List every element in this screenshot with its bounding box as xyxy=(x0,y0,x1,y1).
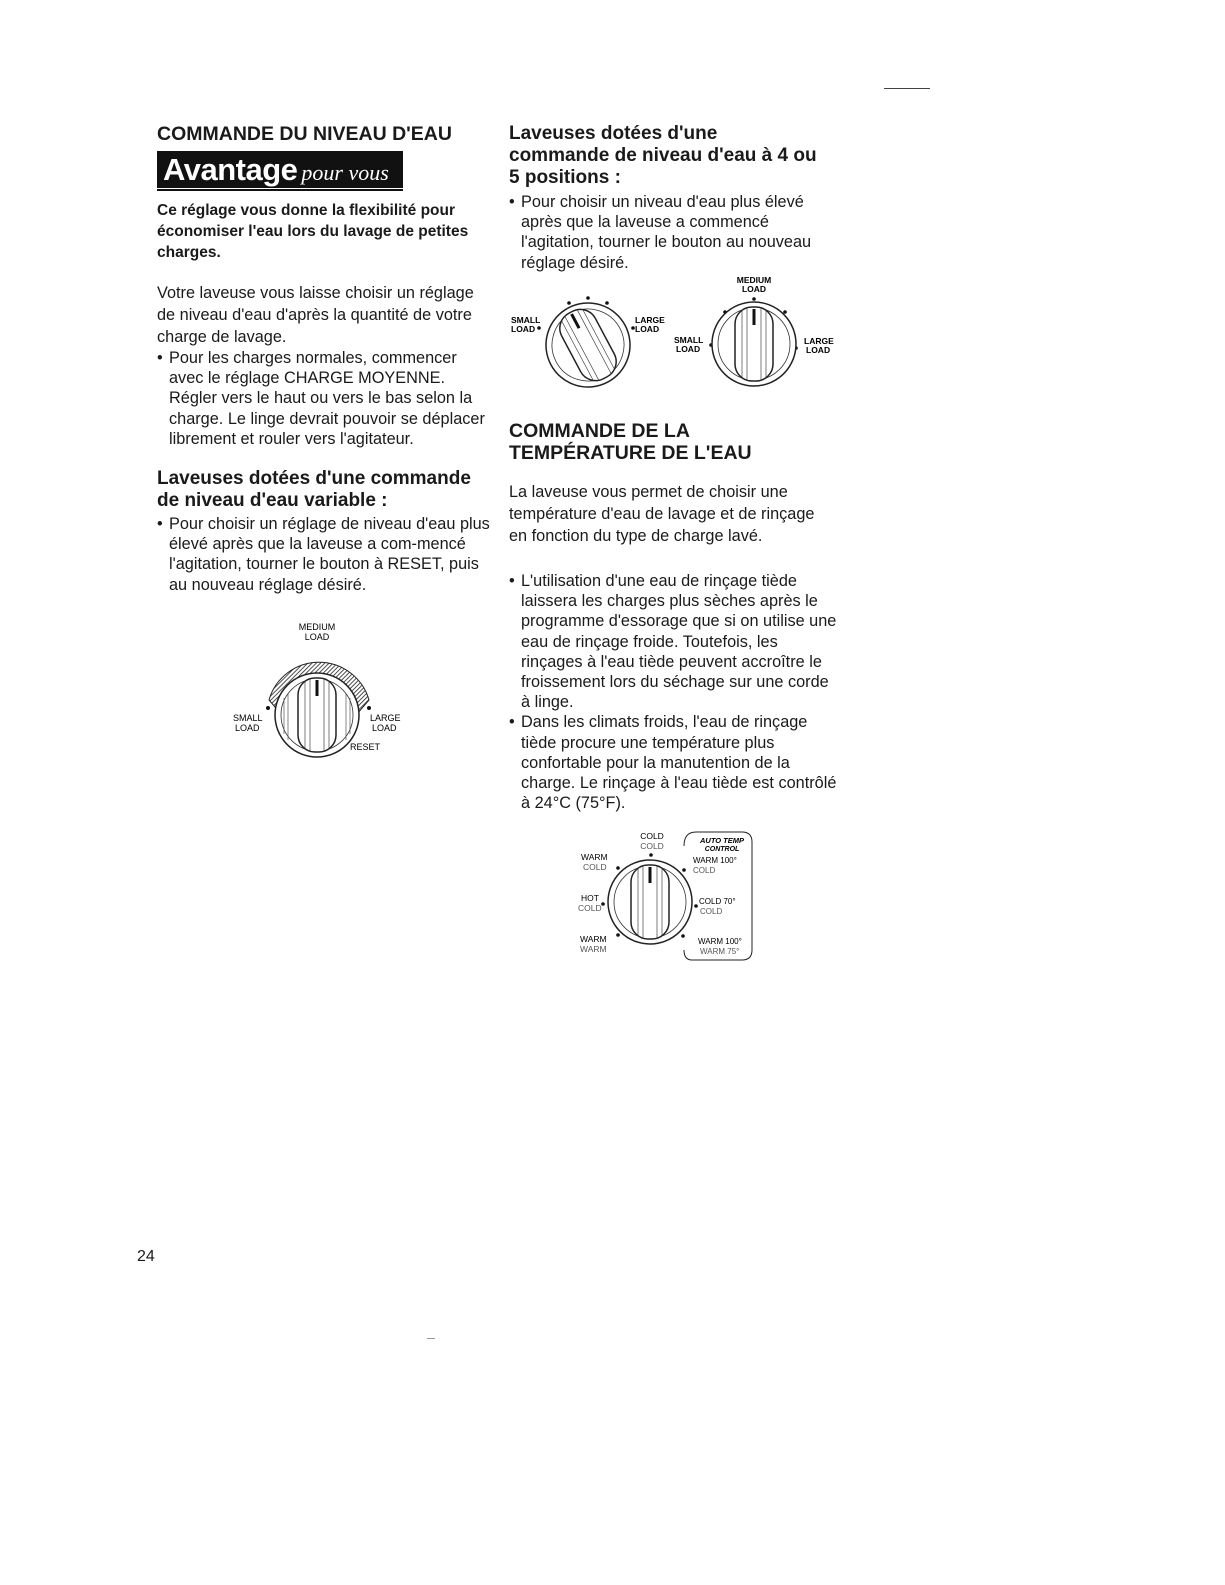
dial-medium-label-1: MEDIUM xyxy=(298,622,336,632)
bullet-list-3 xyxy=(509,192,844,273)
atc-a-label-2: COLD xyxy=(693,866,716,875)
atc-b-label-2: COLD xyxy=(700,907,723,916)
dial-large-label-2: LOAD xyxy=(372,723,397,733)
dial-medium-label-2: LOAD xyxy=(304,632,330,642)
banner-rule xyxy=(157,189,403,191)
atc-b-label-1: COLD 70° xyxy=(699,897,736,906)
positions-control-heading: Laveuses dotées d'une commande de niveau d'eau à 4 ou 5 positions : xyxy=(509,123,817,188)
dial-b-small-label-1: SMALL xyxy=(674,335,704,345)
four-position-dial xyxy=(505,290,675,390)
dial-small-label-2: LOAD xyxy=(235,723,260,733)
bullet-reset: • Pour choisir un réglage de niveau d'eau plus élevé après que la laveuse a com-mencé l'agitation, tourner le bouton à RESET, puis au nouveau réglage désiré. xyxy=(157,514,492,595)
banner-word-1: Avantage xyxy=(163,152,298,187)
footer-mark xyxy=(427,1338,435,1339)
top-rule xyxy=(884,88,930,89)
temp-warmwarm-label-1: WARM xyxy=(580,934,607,944)
temp-cold-label-2: COLD xyxy=(640,841,664,851)
bullet-list-2 xyxy=(157,514,492,595)
dial-a-large-label-2: LOAD xyxy=(635,324,660,334)
dial-a-small-label-1: SMALL xyxy=(511,315,541,325)
temperature-dial xyxy=(572,828,762,968)
water-level-heading: COMMANDE DU NIVEAU D'EAU xyxy=(157,123,452,145)
variable-water-level-dial xyxy=(225,618,415,758)
avantage-banner xyxy=(157,151,403,188)
intro-paragraph: Votre laveuse vous laisse choisir un réglage de niveau d'eau d'après la quantité de votre charge de lavage. xyxy=(157,284,474,346)
temp-warmcold-label-1: WARM xyxy=(581,852,608,862)
temp-warmwarm-label-2: WARM xyxy=(580,944,607,954)
dial-b-large-label-2: LOAD xyxy=(806,345,831,355)
bullet-higher-level: • Pour choisir un niveau d'eau plus élevé après que la laveuse a commencé l'agitation, tourner le bouton au nouveau réglage désiré. xyxy=(509,192,844,273)
temperature-heading-line1: COMMANDE DE LA xyxy=(509,420,690,442)
dial-a-small-label-2: LOAD xyxy=(511,324,536,334)
dial-b-medium-label-2: LOAD xyxy=(741,284,767,294)
bullet-cold-climates: • Dans les climats froids, l'eau de rinçage tiède procure une température plus confortable pour la manutention de la charge. Le rinçage à l'eau tiède est contrôlé à 24°C (75°F). xyxy=(509,712,839,813)
dial-reset-label: RESET xyxy=(350,742,381,752)
dial-b-large-label-1: LARGE xyxy=(804,336,834,346)
temp-hotcold-label-2: COLD xyxy=(578,903,602,913)
atc-a-label-1: WARM 100° xyxy=(693,856,737,865)
bullet-list-1 xyxy=(157,348,487,449)
temp-warmcold-label-2: COLD xyxy=(583,862,607,872)
bullet-normal-loads: • Pour les charges normales, commencer avec le réglage CHARGE MOYENNE. Régler vers le haut ou vers le bas selon la charge. Le linge devrait pouvoir se déplacer librement et rouler vers l'agitateur. xyxy=(157,348,487,449)
dial-a-large-label-1: LARGE xyxy=(635,315,665,325)
lead-paragraph: Ce réglage vous donne la flexibilité pour économiser l'eau lors du lavage de petites charges. xyxy=(157,202,469,261)
dial-small-label-1: SMALL xyxy=(233,713,263,723)
atc-c-label-2: WARM 75° xyxy=(700,947,740,956)
five-position-dial xyxy=(668,270,848,390)
temperature-heading-line2: TEMPÉRATURE DE L'EAU xyxy=(509,442,752,464)
bullet-list-4 xyxy=(509,571,839,813)
temp-hotcold-label-1: HOT xyxy=(581,893,599,903)
dial-large-label-1: LARGE xyxy=(370,713,401,723)
dial-b-medium-label-1: MEDIUM xyxy=(736,275,772,285)
bullet-warm-rinse: • L'utilisation d'une eau de rinçage tiède laissera les charges plus sèches après le programme d'essorage que si on utilise une eau de rinçage froide. Toutefois, les rinçages à l'eau tiède peuvent accroître le froissement lors du séchage sur une corde à linge. xyxy=(509,571,839,712)
variable-control-heading: Laveuses dotées d'une commande de niveau d'eau variable : xyxy=(157,468,471,511)
atc-c-label-1: WARM 100° xyxy=(698,937,742,946)
temp-cold-label-1: COLD xyxy=(640,831,664,841)
auto-temp-label-2: CONTROL xyxy=(704,846,740,853)
dial-b-small-label-2: LOAD xyxy=(676,344,701,354)
temperature-intro: La laveuse vous permet de choisir une température d'eau de lavage et de rinçage en fonction du type de charge lavé. xyxy=(509,483,815,545)
banner-word-2: pour vous xyxy=(301,160,389,185)
auto-temp-label-1: AUTO TEMP xyxy=(699,836,745,845)
page-number: 24 xyxy=(137,1248,155,1265)
